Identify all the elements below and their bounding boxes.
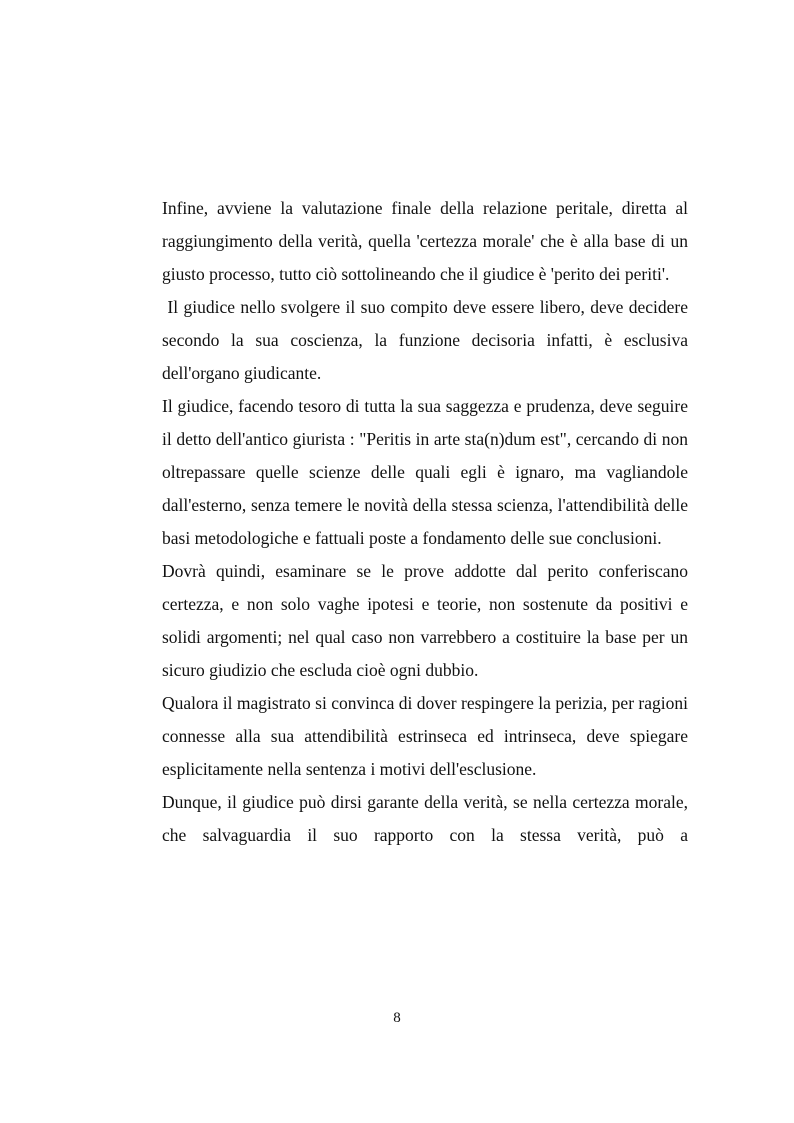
paragraph-6: Dunque, il giudice può dirsi garante della verità, se nella certezza morale, che salvaguardia il suo rapporto con la stessa verità, può a [162, 792, 688, 845]
page-number: 8 [393, 1010, 401, 1026]
paragraph-3: Il giudice, facendo tesoro di tutta la sua saggezza e prudenza, deve seguire il detto dell'antico giurista : "Peritis in arte sta(n)dum est", cercando di non oltrepassare quelle scienze delle quali egli è ignaro, ma vagliandole dall'esterno, senza temere le novità della stessa scienza, l'attendibilità delle basi metodologiche e fattuali poste a fondamento delle sue conclusioni. [162, 396, 688, 548]
paragraph-5: Qualora il magistrato si convinca di dover respingere la perizia, per ragioni connesse alla sua attendibilità estrinseca ed intrinseca, deve spiegare esplicitamente nella sentenza i motivi dell'esclusione. [162, 693, 688, 779]
paragraph-4: Dovrà quindi, esaminare se le prove addotte dal perito conferiscano certezza, e non solo vaghe ipotesi e teorie, non sostenute da positivi e solidi argomenti; nel qual caso non varrebbero a costituire la base per un sicuro giudizio che escluda cioè ogni dubbio. [162, 561, 688, 680]
paragraph-2: Il giudice nello svolgere il suo compito deve essere libero, deve decidere secondo la sua coscienza, la funzione decisoria infatti, è esclusiva dell'organo giudicante. [162, 297, 693, 383]
paragraph-1: Infine, avviene la valutazione finale della relazione peritale, diretta al raggiungimento della verità, quella 'certezza morale' che è alla base di un giusto processo, tutto ciò sottolineando che il giudice è 'perito dei periti'. [162, 198, 688, 284]
body-text [162, 192, 693, 852]
